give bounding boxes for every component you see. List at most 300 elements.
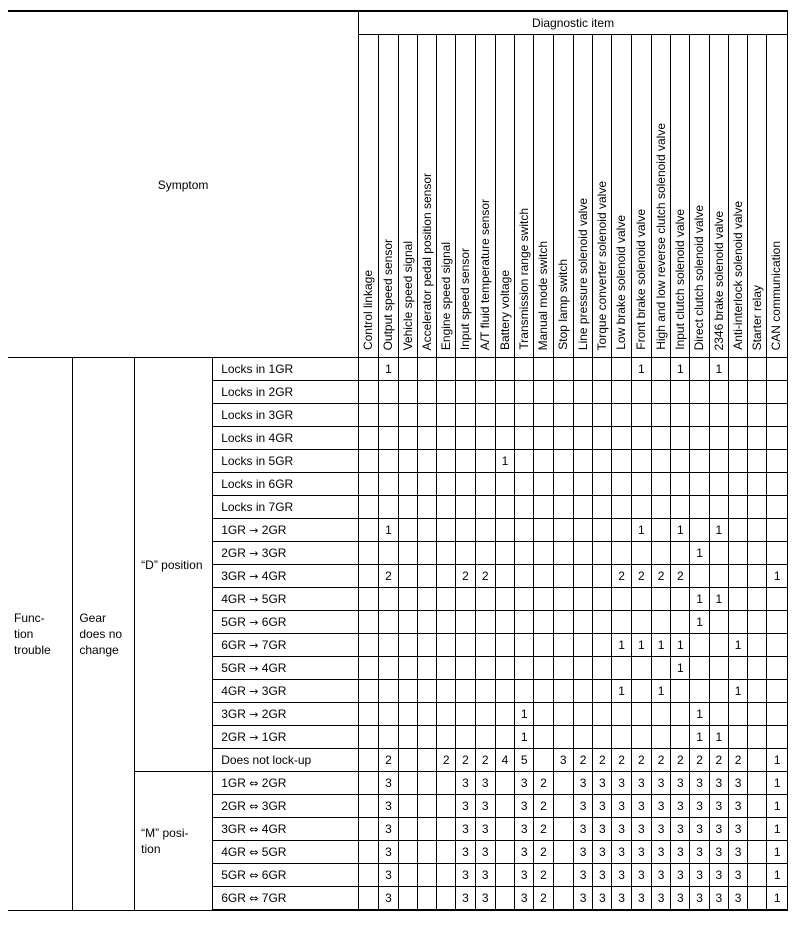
value-cell [359,795,379,818]
value-cell [495,657,514,680]
value-cell [651,496,670,519]
value-cell [690,427,709,450]
value-cell [748,887,767,911]
value-cell [534,427,553,450]
value-cell [767,588,788,611]
value-cell: 2 [456,565,475,588]
value-cell [573,611,592,634]
value-cell [631,680,651,703]
arrow-icon: → [249,662,259,675]
value-cell [495,588,514,611]
value-cell [631,611,651,634]
value-cell [709,703,728,726]
symptom-from: Locks in 5GR [221,454,294,468]
value-cell [593,565,612,588]
arrow-icon: ⇔ [249,869,259,882]
symptom-from: 6GR [221,638,246,652]
value-cell [359,818,379,841]
d-position-cell-label: “D” position [141,557,203,572]
value-cell [709,634,728,657]
value-cell: 3 [651,887,670,911]
value-cell [456,588,475,611]
value-cell [553,496,573,519]
symptom-from: 1GR [221,776,246,790]
arrow-icon: → [249,639,259,652]
value-cell [671,473,690,496]
value-cell: 2 [612,565,631,588]
value-cell [593,657,612,680]
value-cell [534,703,553,726]
value-cell: 1 [728,634,747,657]
column-header-label: Accelerator pedal position sensor [419,172,434,350]
value-cell: 3 [671,795,690,818]
value-cell [573,657,592,680]
value-cell [553,519,573,542]
column-header-label: Output speed sensor [381,238,396,350]
value-cell: 3 [379,841,398,864]
value-cell: 1 [671,358,690,381]
column-header-label: Input speed sensor [458,247,473,350]
value-cell: 2 [593,749,612,772]
value-cell [671,381,690,404]
value-cell: 3 [690,818,709,841]
value-cell: 3 [651,818,670,841]
value-cell [553,841,573,864]
value-cell [651,611,670,634]
value-cell [379,703,398,726]
value-cell [495,726,514,749]
symptom-from: Locks in 7GR [221,500,294,514]
value-cell: 3 [475,772,495,795]
value-cell: 3 [515,795,534,818]
value-cell: 1 [379,358,398,381]
value-cell: 1 [612,634,631,657]
value-cell [475,703,495,726]
value-cell: 3 [573,818,592,841]
value-cell [515,680,534,703]
value-cell: 3 [593,795,612,818]
value-cell [728,565,747,588]
value-cell [748,542,767,565]
value-cell [379,611,398,634]
symptom-to: 2GR [261,776,287,790]
value-cell: 3 [690,772,709,795]
value-cell [728,519,747,542]
value-cell [475,519,495,542]
value-cell [456,450,475,473]
arrow-icon: → [249,524,259,537]
column-header [379,35,398,358]
symptom-from: 2GR [221,799,246,813]
value-cell [593,588,612,611]
value-cell [534,473,553,496]
value-cell: 1 [612,680,631,703]
value-cell: 1 [709,519,728,542]
value-cell [553,772,573,795]
value-cell [359,611,379,634]
value-cell: 3 [379,795,398,818]
value-cell [437,473,456,496]
value-cell: 2 [534,887,553,911]
value-cell [651,542,670,565]
value-cell [728,381,747,404]
value-cell [515,404,534,427]
column-header [495,35,514,358]
value-cell: 1 [767,795,788,818]
value-cell [748,588,767,611]
value-cell [767,358,788,381]
value-cell [398,358,417,381]
column-header-label: Input clutch solenoid valve [673,209,688,350]
value-cell [728,473,747,496]
symptom-cell [213,496,359,519]
value-cell [612,496,631,519]
value-cell [553,887,573,911]
value-cell: 1 [709,726,728,749]
value-cell [651,519,670,542]
value-cell [690,680,709,703]
value-cell [767,404,788,427]
value-cell [475,680,495,703]
value-cell [612,726,631,749]
value-cell: 2 [573,749,592,772]
column-header [573,35,592,358]
value-cell [553,473,573,496]
value-cell [359,749,379,772]
value-cell: 2 [690,749,709,772]
value-cell: 1 [651,634,670,657]
value-cell: 3 [612,887,631,911]
value-cell [573,358,592,381]
m-position-cell-label: “M” posi- tion [141,825,189,856]
value-cell [398,772,417,795]
value-cell [495,358,514,381]
column-header-label: Front brake solenoid valve [633,209,648,350]
value-cell [417,358,436,381]
value-cell [631,404,651,427]
symptom-cell [213,542,359,565]
value-cell [515,611,534,634]
value-cell [437,565,456,588]
column-header [437,35,456,358]
value-cell [359,726,379,749]
value-cell [437,887,456,911]
symptom-to: 4GR [261,661,287,675]
value-cell [767,726,788,749]
symptom-cell [213,749,359,772]
value-cell [437,726,456,749]
value-cell [359,404,379,427]
value-cell [417,381,436,404]
value-cell: 1 [690,542,709,565]
column-header [515,35,534,358]
d-position-cell [135,358,213,772]
value-cell [612,450,631,473]
value-cell: 3 [475,818,495,841]
value-cell [553,588,573,611]
value-cell: 1 [515,726,534,749]
value-cell [690,473,709,496]
value-cell [553,634,573,657]
column-header-label: Battery voltage [497,269,512,350]
value-cell [593,519,612,542]
value-cell [534,611,553,634]
value-cell [398,726,417,749]
value-cell: 3 [456,818,475,841]
value-cell: 2 [475,749,495,772]
column-header-label: Vehicle speed signal [400,240,415,350]
value-cell [398,450,417,473]
value-cell [612,542,631,565]
value-cell: 3 [671,887,690,911]
value-cell [690,634,709,657]
value-cell: 2 [651,565,670,588]
value-cell: 3 [631,887,651,911]
value-cell: 3 [651,795,670,818]
symptom-cell [213,795,359,818]
value-cell [709,427,728,450]
value-cell [456,427,475,450]
value-cell: 2 [534,818,553,841]
value-cell [534,657,553,680]
symptom-cell [213,381,359,404]
symptom-cell [213,358,359,381]
value-cell: 2 [456,749,475,772]
value-cell [398,496,417,519]
value-cell: 3 [553,749,573,772]
value-cell: 1 [709,588,728,611]
value-cell [534,381,553,404]
value-cell [417,404,436,427]
arrow-icon: → [249,593,259,606]
value-cell [612,703,631,726]
value-cell: 2 [534,841,553,864]
value-cell [359,703,379,726]
diagnostic-table [8,10,788,911]
value-cell [612,381,631,404]
symptom-from: 6GR [221,891,246,905]
value-cell [534,496,553,519]
value-cell [728,496,747,519]
value-cell: 3 [573,864,592,887]
value-cell [593,634,612,657]
value-cell [748,818,767,841]
value-cell [593,427,612,450]
value-cell: 1 [631,519,651,542]
column-header [417,35,436,358]
value-cell [767,611,788,634]
value-cell [379,450,398,473]
symptom-to: 3GR [261,546,287,560]
value-cell [709,657,728,680]
value-cell [748,611,767,634]
value-cell: 3 [728,772,747,795]
symptom-cell [213,588,359,611]
column-header [398,35,417,358]
value-cell [631,473,651,496]
value-cell: 3 [379,772,398,795]
value-cell [553,726,573,749]
value-cell [495,473,514,496]
value-cell: 3 [709,887,728,911]
value-cell [417,496,436,519]
value-cell [398,404,417,427]
value-cell [767,634,788,657]
symptom-cell [213,818,359,841]
value-cell [417,749,436,772]
arrow-icon: → [249,708,259,721]
value-cell [748,841,767,864]
value-cell [748,703,767,726]
value-cell [495,519,514,542]
column-header-label: Engine speed signal [439,241,454,350]
value-cell [359,381,379,404]
symptom-cell [213,565,359,588]
column-header-label: CAN communication [769,240,784,350]
value-cell: 3 [671,818,690,841]
symptom-cell [213,450,359,473]
value-cell [748,427,767,450]
symptom-from: Locks in 3GR [221,408,294,422]
value-cell [475,542,495,565]
value-cell [728,726,747,749]
value-cell [437,818,456,841]
value-cell [475,657,495,680]
value-cell [437,841,456,864]
symptom-from: Locks in 1GR [221,362,294,376]
value-cell [475,496,495,519]
value-cell [475,588,495,611]
symptom-from: 5GR [221,868,246,882]
value-cell: 3 [593,818,612,841]
value-cell: 3 [728,864,747,887]
value-cell [553,427,573,450]
value-cell: 3 [612,818,631,841]
value-cell [767,427,788,450]
symptom-cell [213,680,359,703]
value-cell [495,496,514,519]
category-cell [8,358,73,911]
value-cell [553,795,573,818]
arrow-icon: ⇔ [249,846,259,859]
value-cell [553,404,573,427]
value-cell [534,749,553,772]
value-cell [671,404,690,427]
value-cell [359,358,379,381]
value-cell [398,749,417,772]
symptom-cell [213,473,359,496]
value-cell [437,634,456,657]
value-cell [417,473,436,496]
value-cell [515,473,534,496]
value-cell [515,657,534,680]
symptom-to: 6GR [261,615,287,629]
value-cell [593,496,612,519]
value-cell [671,427,690,450]
symptom-cell [213,864,359,887]
value-cell [593,680,612,703]
arrow-icon: ⇔ [249,800,259,813]
value-cell [728,588,747,611]
column-header-label: Torque converter solenoid valve [595,180,610,350]
value-cell [748,726,767,749]
value-cell [359,680,379,703]
value-cell [728,703,747,726]
value-cell [553,703,573,726]
column-header [475,35,495,358]
value-cell: 3 [651,841,670,864]
value-cell [573,496,592,519]
symptom-from: 4GR [221,845,246,859]
value-cell [767,450,788,473]
value-cell: 1 [495,450,514,473]
value-cell: 3 [593,864,612,887]
value-cell [437,519,456,542]
value-cell [515,381,534,404]
value-cell [593,703,612,726]
subcategory-cell [73,358,135,911]
value-cell [475,358,495,381]
value-cell: 3 [671,772,690,795]
value-cell [359,887,379,911]
value-cell: 3 [671,841,690,864]
value-cell [398,887,417,911]
arrow-icon: → [249,570,259,583]
value-cell: 2 [728,749,747,772]
value-cell [748,404,767,427]
value-cell [651,726,670,749]
column-header-label: A/T fluid temperature sensor [477,198,492,350]
value-cell [475,450,495,473]
value-cell [495,542,514,565]
value-cell [671,611,690,634]
column-header [690,35,709,358]
value-cell [553,358,573,381]
value-cell [456,381,475,404]
table-body [8,358,788,911]
symptom-cell [213,634,359,657]
value-cell [359,841,379,864]
value-cell: 3 [456,795,475,818]
value-cell [573,519,592,542]
value-cell [398,473,417,496]
value-cell [495,611,514,634]
value-cell [612,473,631,496]
value-cell: 2 [709,749,728,772]
value-cell: 3 [631,841,651,864]
value-cell [651,381,670,404]
value-cell [417,611,436,634]
value-cell [671,588,690,611]
value-cell: 3 [728,818,747,841]
arrow-icon: ⇔ [249,823,259,836]
category-cell-label: Func- tion trouble [14,610,51,657]
value-cell [379,634,398,657]
column-header [534,35,553,358]
arrow-icon: → [249,616,259,629]
symptom-to: 5GR [261,845,287,859]
value-cell: 3 [690,841,709,864]
symptom-from: 1GR [221,523,246,537]
value-cell: 2 [631,749,651,772]
value-cell [379,680,398,703]
value-cell [417,818,436,841]
arrow-icon: → [249,685,259,698]
value-cell: 3 [728,887,747,911]
column-header [631,35,651,358]
value-cell [612,657,631,680]
value-cell [359,473,379,496]
